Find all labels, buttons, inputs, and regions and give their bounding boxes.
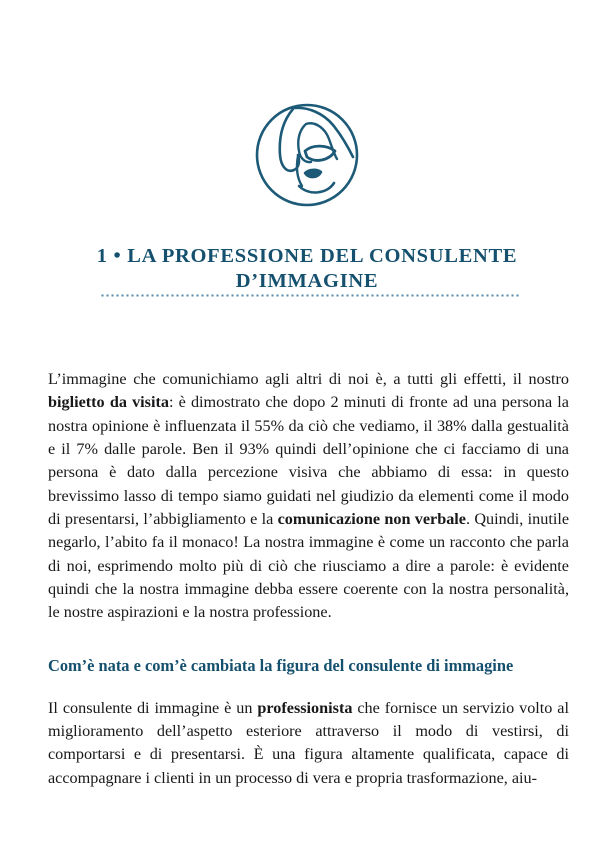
spacer-after-subheading xyxy=(48,677,569,697)
chapter-title-line-1: 1 • LA PROFESSIONE DEL CONSULENTE xyxy=(96,245,518,267)
dotted-divider xyxy=(100,294,519,297)
paragraph-intro xyxy=(48,368,569,625)
paragraph-intro-text-1: L’immagine che comunichiamo agli altri di noi è, a tutti gli effetti, il nostro xyxy=(48,370,569,388)
woman-face-circle-icon xyxy=(253,101,361,209)
section-subheading: Com’è nata e com’è cambiata la figura del consulente di immagine xyxy=(48,655,514,675)
paragraph-intro-text-3: . Quindi, inutile negarlo, l’abito fa il monaco! La nostra immagine è come un racconto che parla di noi, esprimendo molto più di ciò che riusciamo a dire a parole: è evidente quindi che la nostra immagine debba essere coerente con la nostra personalità, le nostre aspirazioni e la nostra professione. xyxy=(48,510,569,622)
bold-professionista: professionista xyxy=(257,698,353,717)
chapter-logo xyxy=(0,101,614,209)
paragraph-consulente xyxy=(48,697,569,790)
paragraph-intro-text-2: : è dimostrato che dopo 2 minuti di fronte ad una persona la nostra opinione è influenzata il 55% da ciò che vediamo, il 38% dalla gestualità e il 7% dalle parole. Ben il 93% quindi dell’opinione che ci facciamo di una persona è dato dalla percezione visiva che abbiamo di essa: in questo brevissimo lasso di tempo siamo guidati nel giudizio da elementi come il modo di presentarsi, l’abbigliamento e la xyxy=(48,393,569,529)
chapter-title xyxy=(60,244,554,294)
page-content xyxy=(48,368,569,790)
spacer-before-subheading xyxy=(48,625,569,655)
paragraph-consulente-text-1: Il consulente di immagine è un xyxy=(48,698,258,717)
paragraph-consulente-text-2: che fornisce un servizio volto al miglioramento dell’aspetto esteriore attraverso il modo di vestirsi, di comportarsi e di presentarsi. È una figura altamente qualificata, capace di accompagnare i clienti in un processo di vera e propria trasformazione, aiu- xyxy=(48,698,569,787)
chapter-title-line-2: D’IMMAGINE xyxy=(235,270,379,292)
bold-biglietto-da-visita: biglietto da visita xyxy=(48,393,169,412)
bold-comunicazione-non-verbale: comunicazione non verbale xyxy=(277,510,466,529)
